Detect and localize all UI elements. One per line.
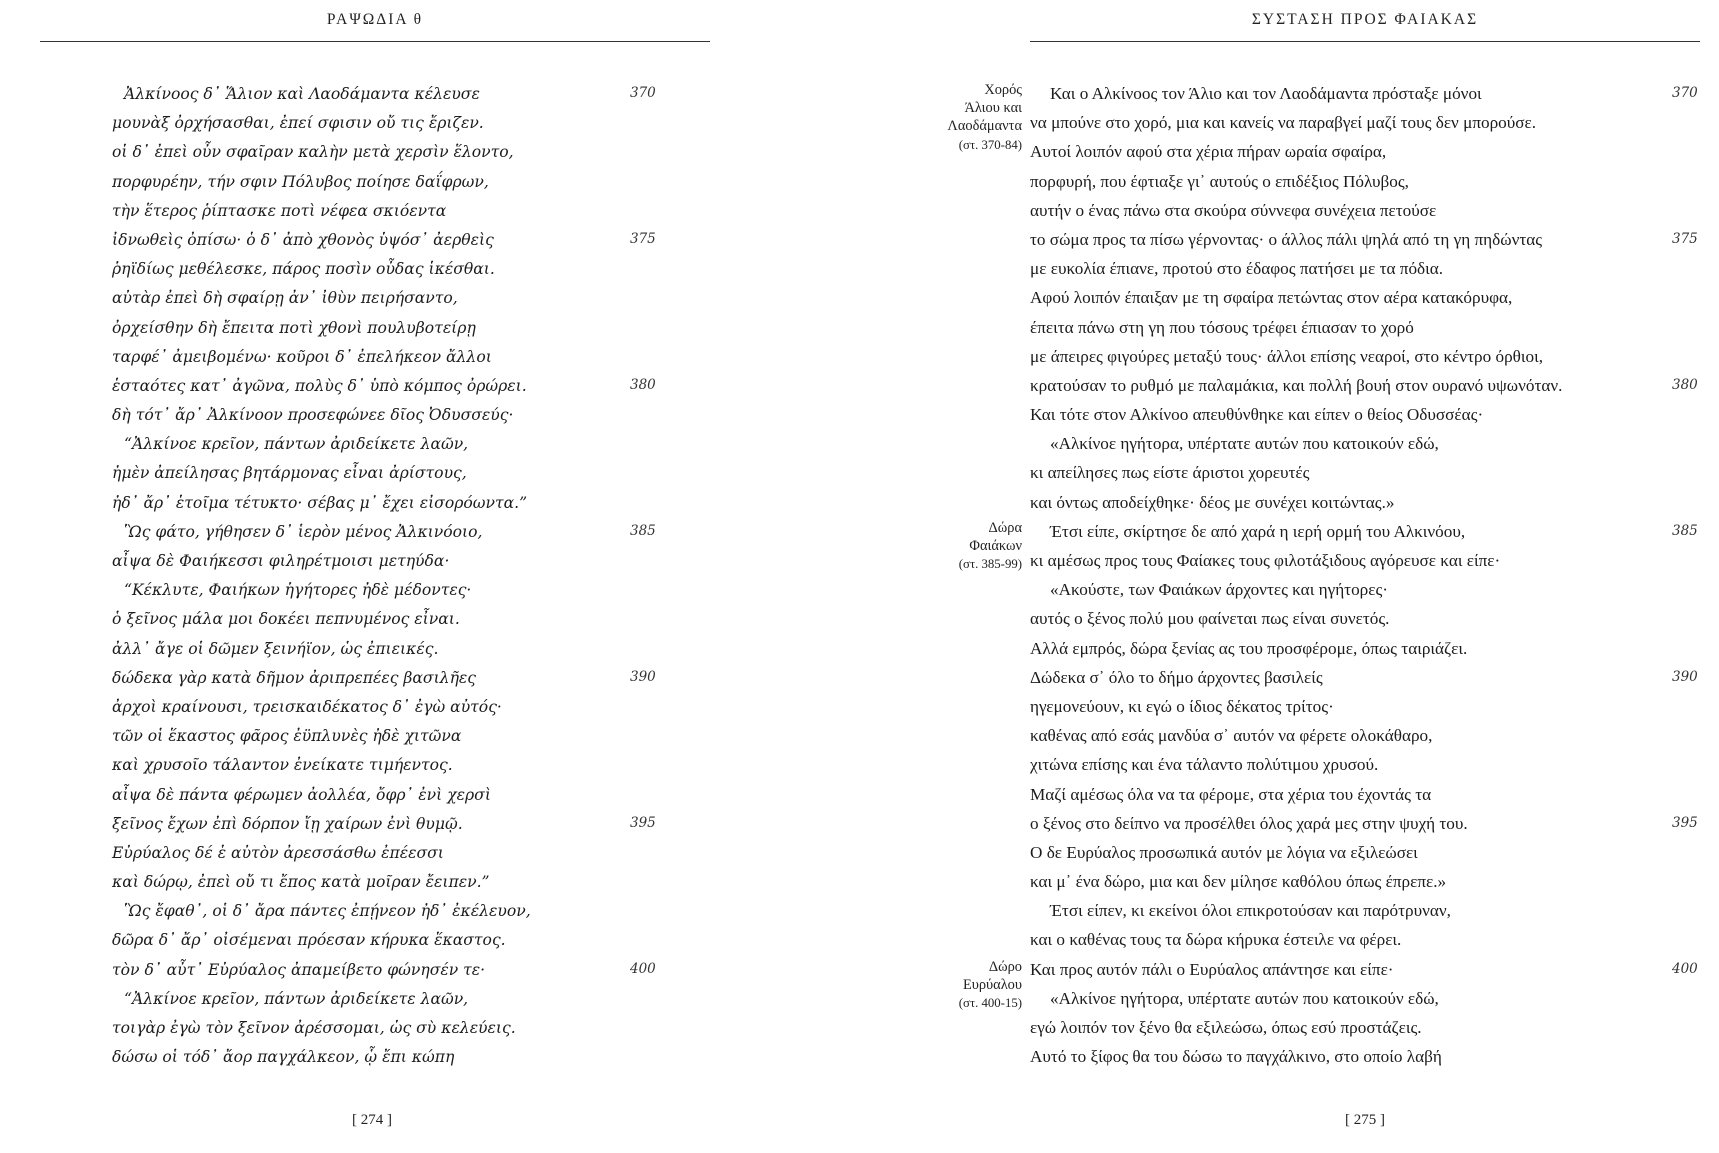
margin-note-line: Ευρύαλου — [962, 977, 1022, 994]
verse-text: κι απείλησες πως είστε άριστοι χορευτές — [1030, 463, 1310, 483]
verse-text: ἑσταότες κατ᾽ ἀγῶνα, πολὺς δ᾽ ὑπὸ κόμπος ὀρώρει. — [112, 376, 527, 395]
margin-note-line: Λαοδάμαντα — [947, 118, 1022, 135]
margin-note-ref: (στ. 385-99) — [958, 557, 1022, 572]
verse-text: με άπειρες φιγούρες μεταξύ τους· άλλοι επίσης νεαροί, στο κέντρο όρθιοι, — [1030, 346, 1544, 366]
verse-line — [112, 604, 672, 633]
verse-line — [1030, 429, 1700, 458]
line-number: 400 — [630, 960, 656, 977]
verse-text: τὴν ἕτερος ῥίπτασκε ποτὶ νέφεα σκιόεντα — [112, 201, 447, 220]
verse-line — [112, 254, 672, 283]
margin-note-euryalus-gift — [872, 958, 1022, 1013]
left-page-number: [ 274 ] — [352, 1112, 392, 1128]
verse-text: «Ακούστε, των Φαιάκων άρχοντες και ηγήτορες· — [1050, 580, 1389, 600]
margin-note-gifts — [872, 519, 1022, 574]
verse-line — [112, 809, 672, 838]
verse-line — [112, 634, 672, 663]
verse-text: Εὐρύαλος δέ ἑ αὐτὸν ἀρεσσάσθω ἐπέεσσι — [112, 843, 444, 862]
verse-line — [1030, 137, 1700, 166]
margin-note-line: Δώρο — [988, 959, 1022, 975]
verse-text: αἶψα δὲ Φαιήκεσσι φιληρέτμοισι μετηύδα· — [112, 552, 450, 570]
verse-text: εγώ λοιπόν τον ξένο θα εξιλεώσω, όπως εσύ προστάζεις. — [1030, 1018, 1422, 1037]
verse-line — [112, 867, 672, 896]
verse-line — [1030, 546, 1700, 575]
line-number: 400 — [1672, 960, 1698, 977]
verse-text: ἠδ᾽ ἄρ᾽ ἑτοῖμα τέτυκτο· σέβας μ᾽ ἔχει εἰσορόωντα.” — [112, 493, 528, 512]
verse-line — [1030, 896, 1700, 925]
verse-line — [1030, 604, 1700, 633]
verse-line — [1030, 371, 1700, 400]
verse-line — [1030, 79, 1700, 108]
line-number: 380 — [630, 376, 656, 393]
verse-line — [112, 546, 672, 575]
line-number: 390 — [1672, 668, 1698, 685]
verse-text: Αυτοί λοιπόν αφού στα χέρια πήραν ωραία σφαίρα, — [1030, 142, 1387, 162]
verse-text: Ἀλκίνοος δ᾽ Ἅλιον καὶ Λαοδάμαντα κέλευσε — [124, 85, 480, 103]
verse-line — [1030, 663, 1700, 692]
line-number: 375 — [630, 230, 656, 247]
ancient-greek-verses — [112, 79, 672, 1071]
verse-line — [112, 196, 672, 225]
verse-line — [1030, 342, 1700, 371]
verse-line — [1030, 692, 1700, 721]
verse-text: ηγεμονεύουν, κι εγώ ο ίδιος δέκατος τρίτος· — [1030, 696, 1334, 716]
verse-text: ἰδνωθεὶς ὀπίσω· ὁ δ᾽ ἀπὸ χθονὸς ὑψόσ᾽ ἀερθεὶς — [112, 230, 494, 249]
verse-line — [1030, 838, 1700, 867]
line-number: 370 — [1672, 85, 1698, 101]
verse-line — [1030, 809, 1700, 838]
right-header-rule — [1030, 41, 1700, 42]
margin-note-line: Δώρα — [988, 520, 1022, 536]
verse-line — [1030, 780, 1700, 809]
verse-text: ὁ ξεῖνος μάλα μοι δοκέει πεπνυμένος εἶναι. — [112, 610, 460, 629]
verse-text: να μπούνε στο χορό, μια και κανείς να παραβγεί μαζί τους δεν μπορούσε. — [1030, 113, 1537, 133]
verse-text: Αυτό το ξίφος θα του δώσω το παγχάλκινο, στο οποίο λαβή — [1030, 1047, 1442, 1067]
line-number: 375 — [1672, 230, 1698, 247]
verse-line — [112, 896, 672, 925]
verse-line — [112, 79, 672, 108]
verse-text: καὶ χρυσοῖο τάλαντον ἐνείκατε τιμήεντος. — [112, 756, 453, 775]
verse-text: αυτήν ο ένας πάνω στα σκούρα σύννεφα συνέχεια πετούσε — [1030, 200, 1437, 220]
verse-line — [112, 955, 672, 984]
margin-note-ref: (στ. 400-15) — [958, 996, 1022, 1011]
verse-text: “Ἀλκίνοε κρεῖον, πάντων ἀριδείκετε λαῶν, — [124, 989, 469, 1008]
verse-line — [112, 313, 672, 342]
verse-text: αυτός ο ξένος πολύ μου φαίνεται πως είναι συνετός. — [1030, 609, 1390, 629]
verse-line — [112, 225, 672, 254]
verse-line — [112, 925, 672, 954]
verse-text: ἀλλ᾽ ἄγε οἱ δῶμεν ξεινήϊον, ὡς ἐπιεικές. — [112, 639, 439, 658]
verse-text: και ο καθένας τους τα δώρα κήρυκα έστειλε να φέρει. — [1030, 930, 1402, 950]
verse-line — [1030, 1042, 1700, 1071]
verse-text: τοιγὰρ ἐγὼ τὸν ξεῖνον ἀρέσσομαι, ὡς σὺ κελεύεις. — [112, 1019, 516, 1037]
verse-line — [112, 342, 672, 371]
right-page — [860, 0, 1719, 1153]
verse-line — [112, 721, 672, 750]
verse-line — [112, 692, 672, 721]
verse-text: τῶν οἱ ἕκαστος φᾶρος ἐϋπλυνὲς ἠδὲ χιτῶνα — [112, 727, 462, 746]
verse-text: καὶ δώρῳ, ἐπεὶ οὔ τι ἔπος κατὰ μοῖραν ἔειπεν.” — [112, 873, 490, 892]
verse-text: ο ξένος στο δείπνο να προσέλθει όλος χαρά μες στην ψυχή του. — [1030, 813, 1468, 833]
verse-text: το σώμα προς τα πίσω γέρνοντας· ο άλλος πάλι ψηλά από τη γη πηδώντας — [1030, 229, 1543, 249]
verse-text: δὴ τότ᾽ ἄρ᾽ Ἀλκίνοον προσεφώνεε δῖος Ὀδυσσεύς· — [112, 406, 514, 425]
verse-line — [112, 663, 672, 692]
verse-line — [112, 167, 672, 196]
verse-text: οἱ δ᾽ ἐπεὶ οὖν σφαῖραν καλὴν μετὰ χερσὶν ἕλοντο, — [112, 143, 514, 162]
verse-line — [112, 488, 672, 517]
verse-line — [112, 108, 672, 137]
verse-line — [112, 984, 672, 1013]
verse-line — [112, 400, 672, 429]
verse-text: και μ᾽ ένα δώρο, μια και δεν μίλησε καθόλου όπως έπρεπε.» — [1030, 872, 1447, 892]
verse-line — [112, 575, 672, 604]
verse-line — [112, 750, 672, 779]
verse-line — [1030, 634, 1700, 663]
verse-line — [112, 283, 672, 312]
line-number: 390 — [630, 668, 656, 685]
verse-text: “Ἀλκίνοε κρεῖον, πάντων ἀριδείκετε λαῶν, — [124, 435, 469, 454]
verse-line — [112, 1042, 672, 1071]
verse-text: δῶρα δ᾽ ἄρ᾽ οἰσέμεναι πρόεσαν κήρυκα ἕκαστος. — [112, 931, 506, 950]
line-number: 395 — [630, 814, 656, 831]
verse-line — [1030, 458, 1700, 487]
verse-text: Έτσι είπεν, κι εκείνοι όλοι επικροτούσαν και παρότρυναν, — [1050, 901, 1451, 921]
margin-note-line: Φαιάκων — [969, 538, 1022, 555]
verse-text: ἠμὲν ἀπείλησας βητάρμονας εἶναι ἀρίστους, — [112, 464, 467, 483]
verse-text: έπειτα πάνω στη γη που τόσους τρέφει έπιασαν το χορό — [1030, 317, 1414, 337]
verse-text: κρατούσαν το ρυθμό με παλαμάκια, και πολλή βουή στον ουρανό υψωνόταν. — [1030, 375, 1563, 395]
verse-text: αἶψα δὲ πάντα φέρωμεν ἀολλέα, ὄφρ᾽ ἐνὶ χερσὶ — [112, 785, 491, 804]
verse-text: Ο δε Ευρύαλος προσωπικά αυτόν με λόγια να εξιλεώσει — [1030, 842, 1418, 862]
verse-text: «Αλκίνοε ηγήτορα, υπέρτατε αυτών που κατοικούν εδώ, — [1050, 988, 1439, 1008]
verse-text: τὸν δ᾽ αὖτ᾽ Εὐρύαλος ἀπαμείβετο φώνησέν τε· — [112, 960, 486, 979]
verse-text: καθένας από εσάς μανδύα σ᾽ αυτόν να φέρετε ολοκάθαρο, — [1030, 726, 1433, 746]
verse-line — [112, 780, 672, 809]
verse-line — [112, 1013, 672, 1042]
verse-text: αὐτὰρ ἐπεὶ δὴ σφαίρῃ ἀν᾽ ἰθὺν πειρήσαντο, — [112, 289, 458, 308]
verse-text: ξεῖνος ἔχων ἐπὶ δόρπον ἴῃ χαίρων ἐνὶ θυμῷ. — [112, 814, 463, 833]
verse-text: με ευκολία έπιανε, προτού στο έδαφος πατήσει με τα πόδια. — [1030, 259, 1444, 279]
verse-line — [112, 429, 672, 458]
verse-line — [112, 838, 672, 867]
margin-note-line: Χορός — [984, 82, 1022, 98]
verse-line — [1030, 400, 1700, 429]
verse-line — [112, 517, 672, 546]
verse-text: και όντως αποδείχθηκε· δέος με συνέχει κοιτώντας.» — [1030, 492, 1395, 512]
verse-text: κι αμέσως προς τους Φαίακες τους φιλοτάξιδους αγόρευσε και είπε· — [1030, 551, 1501, 570]
verse-text: χιτώνα επίσης και ένα τάλαντο πολύτιμου χρυσού. — [1030, 755, 1379, 775]
verse-line — [1030, 867, 1700, 896]
line-number: 395 — [1672, 814, 1698, 831]
verse-line — [1030, 955, 1700, 984]
verse-text: Αλλά εμπρός, δώρα ξενίας ας του προσφέρομε, όπως ταιριάζει. — [1030, 638, 1468, 658]
verse-text: Και ο Αλκίνοος τον Άλιο και τον Λαοδάμαντα πρόσταξε μόνοι — [1050, 84, 1482, 103]
verse-text: δώσω οἱ τόδ᾽ ἄορ παγχάλκεον, ᾧ ἔπι κώπη — [112, 1048, 455, 1067]
verse-line — [1030, 984, 1700, 1013]
verse-text: “Κέκλυτε, Φαιήκων ἡγήτορες ἠδὲ μέδοντες· — [124, 581, 472, 600]
verse-line — [1030, 925, 1700, 954]
verse-text: ῥηϊδίως μεθέλεσκε, πάρος ποσὶν οὖδας ἱκέσθαι. — [112, 260, 495, 279]
margin-note-line: Άλιου και — [964, 100, 1022, 117]
verse-line — [1030, 517, 1700, 546]
verse-text: ταρφέ᾽ ἀμειβομένω· κοῦροι δ᾽ ἐπελήκεον ἄλλοι — [112, 347, 492, 366]
verse-text: ἀρχοὶ κραίνουσι, τρεισκαιδέκατος δ᾽ ἐγὼ αὐτός· — [112, 697, 502, 716]
margin-notes — [860, 0, 1022, 1153]
verse-text: πορφυρέην, τήν σφιν Πόλυβος ποίησε δαΐφρων, — [112, 172, 489, 191]
verse-line — [1030, 196, 1700, 225]
right-running-head: ΣΥΣΤΑΣΗ ΠΡΟΣ ΦΑΙΑΚΑΣ — [1251, 11, 1479, 28]
verse-line — [1030, 488, 1700, 517]
verse-text: Αφού λοιπόν έπαιξαν με τη σφαίρα πετώντας στον αέρα κατακόρυφα, — [1030, 288, 1513, 308]
line-number: 385 — [1672, 522, 1698, 539]
right-page-number: [ 275 ] — [1345, 1112, 1385, 1128]
line-number: 370 — [630, 85, 656, 101]
verse-line — [1030, 254, 1700, 283]
margin-note-ref: (στ. 370-84) — [958, 137, 1022, 152]
left-header-rule — [40, 41, 710, 42]
verse-text: μουνὰξ ὀρχήσασθαι, ἐπεί σφισιν οὔ τις ἔριζεν. — [112, 114, 484, 133]
verse-text: δώδεκα γὰρ κατὰ δῆμον ἀριπρεπέες βασιλῆες — [112, 668, 477, 687]
verse-text: Και προς αυτόν πάλι ο Ευρύαλος απάντησε και είπε· — [1030, 959, 1394, 979]
left-running-head: ΡΑΨΩΔΙΑ θ — [326, 11, 424, 28]
verse-text: Μαζί αμέσως όλα να τα φέρομε, στα χέρια του έχοντάς τα — [1030, 784, 1432, 804]
modern-greek-verses — [1030, 79, 1700, 1071]
verse-line — [1030, 750, 1700, 779]
verse-line — [1030, 575, 1700, 604]
verse-line — [112, 137, 672, 166]
verse-line — [1030, 313, 1700, 342]
verse-line — [1030, 167, 1700, 196]
verse-text: «Αλκίνοε ηγήτορα, υπέρτατε αυτών που κατοικούν εδώ, — [1050, 434, 1439, 454]
margin-note-chorus — [872, 81, 1022, 154]
line-number: 385 — [630, 522, 656, 539]
verse-text: Έτσι είπε, σκίρτησε δε από χαρά η ιερή ορμή του Αλκινόου, — [1050, 521, 1466, 541]
line-number: 380 — [1672, 376, 1698, 393]
verse-text: Ὣς φάτο, γήθησεν δ᾽ ἱερὸν μένος Ἀλκινόοιο, — [124, 522, 483, 541]
verse-text: Και τότε στον Αλκίνοο απευθύνθηκε και είπεν ο θείος Οδυσσέας· — [1030, 405, 1484, 425]
verse-text: πορφυρή, που έφτιαξε γι᾽ αυτούς ο επιδέξιος Πόλυβος, — [1030, 171, 1409, 191]
verse-text: ὀρχείσθην δὴ ἔπειτα ποτὶ χθονὶ πουλυβοτείρῃ — [112, 318, 476, 337]
verse-text: Δώδεκα σ᾽ όλο το δήμο άρχοντες βασιλείς — [1030, 667, 1323, 687]
verse-line — [1030, 225, 1700, 254]
verse-line — [1030, 283, 1700, 312]
verse-text: Ὣς ἔφαθ᾽, οἱ δ᾽ ἄρα πάντες ἐπῄνεον ἠδ᾽ ἐκέλευον, — [124, 902, 531, 921]
verse-line — [112, 371, 672, 400]
verse-line — [1030, 721, 1700, 750]
verse-line — [112, 458, 672, 487]
verse-line — [1030, 108, 1700, 137]
verse-line — [1030, 1013, 1700, 1042]
